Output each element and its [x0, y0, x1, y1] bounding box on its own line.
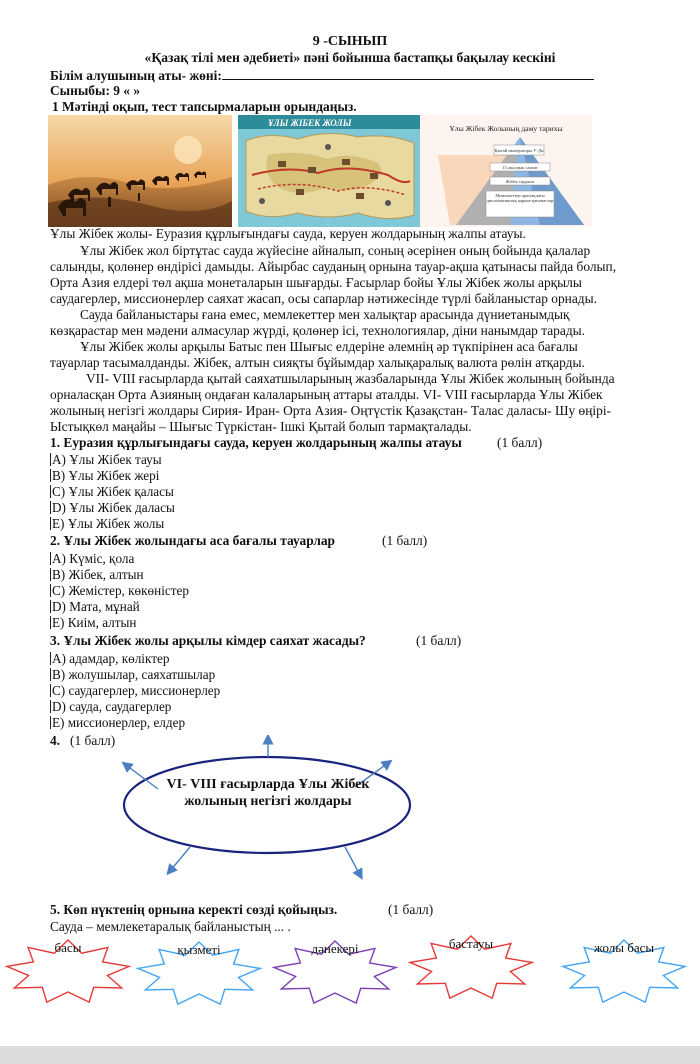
- answer-option[interactable]: А) Ұлы Жібек тауы: [52, 452, 162, 467]
- text-line: Ұлы Жібек жолы- Еуразия құрлығындағы сауда, керуен жолдарының жалпы атауы.: [50, 226, 526, 241]
- caravan-photo: [48, 115, 232, 227]
- text-line: көзқарастар мен мәдени алмасулар жүрді, қолөнер ісі, технологиялар, діни нанымдар тарады.: [50, 323, 585, 338]
- question-5-sentence: Сауда – мемлекетаралық байланыстың ... .: [50, 919, 291, 934]
- question-2-title: 2. Ұлы Жібек жолындағы аса бағалы тауарлар: [50, 533, 335, 548]
- student-name-row: [50, 67, 594, 84]
- question-5-title: 5. Көп нүктенің орнына керекті сөзді қойыңыз.: [50, 902, 338, 917]
- answer-option[interactable]: D) Ұлы Жібек даласы: [52, 500, 175, 515]
- question-3-title: 3. Ұлы Жібек жолы арқылы кімдер саяхат жасады?: [50, 633, 366, 648]
- cluster-diagram: [0, 735, 700, 885]
- answer-option[interactable]: С) саудагерлер, миссионерлер: [52, 683, 221, 698]
- cluster-center-line2: жолының негізгі жолдары: [184, 794, 352, 809]
- cluster-center-line1: VІ- VІІІ ғасырларда Ұлы Жібек: [166, 777, 370, 792]
- answer-option[interactable]: D) сауда, саудагерлер: [52, 699, 172, 714]
- class-label: Сыныбы: 9 « »: [50, 83, 141, 98]
- footer-strip: [0, 1046, 700, 1064]
- star-word[interactable]: басы: [54, 940, 82, 955]
- map-title: ҰЛЫ ЖІБЕК ЖОЛЫ: [268, 118, 352, 128]
- pyramid-level-3: Жібек саудасы: [505, 179, 535, 184]
- text-line: салынды, қолөнер өндірісі дамыды. Айырбас сауданың орнына тауар-ақша қатынасы пайда болып,: [50, 259, 617, 274]
- pyramid-level-2: 13 жылдық саяхат: [502, 165, 538, 170]
- pyramid-diagram: [420, 115, 592, 227]
- question-4-label: 4.: [50, 733, 61, 748]
- star-word[interactable]: дәнекері: [311, 941, 359, 956]
- answer-option[interactable]: Е) миссионерлер, елдер: [52, 715, 186, 730]
- grade-title: 9 -СЫНЫП: [312, 34, 388, 49]
- text-line: тауарлар тасымалданды. Жібек, алтын сияқты бұйымдар халықаралық валюта рөлін атқарды.: [50, 355, 585, 370]
- text-line: Ұлы Жібек жолы арқылы Батыс пен Шығыс елдеріне әлемнің әр түкпірінен аса бағалы: [80, 339, 578, 354]
- answer-option[interactable]: Е) Ұлы Жібек жолы: [52, 516, 165, 531]
- silk-road-map: [238, 115, 420, 227]
- star-word[interactable]: бастауы: [448, 936, 494, 951]
- answer-option[interactable]: С) Жемістер, көкөністер: [52, 583, 189, 598]
- answer-option[interactable]: С) Ұлы Жібек қаласы: [52, 484, 174, 499]
- text-line: жолының негізгі жолдары Сирия- Иран- Орта Азия- Оңтүстік Қазақстан- Талас даласы- Шу өңірі-: [50, 403, 611, 418]
- task1-instruction: 1 Мәтінді оқып, тест тапсырмаларын орындаңыз.: [52, 99, 357, 114]
- text-line: орналасқан Орта Азияның ондаған калаларының аттары аталды. VІ- VІІІ ғасырларда Ұлы Жібек: [50, 387, 603, 402]
- answer-option[interactable]: D) Мата, мұнай: [52, 599, 140, 614]
- question-3-points: (1 балл): [416, 633, 462, 648]
- answer-option[interactable]: Е) Киім, алтын: [52, 615, 137, 630]
- answer-option[interactable]: А) Күміс, қола: [52, 551, 135, 566]
- question-1-title: 1. Еуразия құрлығындағы сауда, керуен жолдарының жалпы атауы: [50, 435, 462, 450]
- answer-option[interactable]: А) адамдар, көліктер: [52, 651, 170, 666]
- cluster-arrow: [345, 847, 360, 875]
- answer-option[interactable]: В) Ұлы Жібек жері: [52, 468, 160, 483]
- question-1-points: (1 балл): [497, 435, 543, 450]
- answer-option[interactable]: В) Жібек, алтын: [52, 567, 144, 582]
- answer-option[interactable]: В) жолушылар, саяхатшылар: [52, 667, 216, 682]
- student-name-label: Білім алушының аты- жөні:: [50, 68, 222, 83]
- text-line: Ыстықкөл маңайы – Шығыс Түркістан- Ішкі Қытай болып тармақталады.: [50, 419, 472, 434]
- cluster-arrow: [170, 847, 190, 871]
- student-name-blank: [222, 67, 594, 80]
- pyramid-title: Ұлы Жібек Жолының даму тарихы: [449, 124, 563, 133]
- question-5-points: (1 балл): [388, 902, 434, 917]
- text-line: Орта Азия елдері төл ақша монеталарын шығарды. Ғасырлар бойы Ұлы Жібек жолы арқылы: [50, 275, 582, 290]
- text-line: саудагерлер, миссионерлер саяхат жасап, осы сапарлар нәтижесінде түрлі байланыстар орнады.: [50, 291, 597, 306]
- question-2-points: (1 балл): [382, 533, 428, 548]
- pyramid-level-1: Қытай императоры У-Ди: [494, 148, 544, 153]
- subject-title: «Қазақ тілі мен әдебиеті» пәні бойынша бастапқы бақылау кескіні: [144, 50, 556, 65]
- text-line: Ұлы Жібек жол біртұтас сауда жүйесіне айналып, соның әсерінен оның бойында қалалар: [80, 243, 591, 258]
- pyramid-level-4: Мемлекеттер арасындағы дипломатиялық қарым-қатынастар: [486, 193, 554, 203]
- star-word[interactable]: қызметі: [177, 942, 221, 957]
- word-stars: [0, 928, 700, 1010]
- star-word[interactable]: жолы басы: [593, 940, 655, 955]
- text-line: Сауда байланыстары ғана емес, мемлекеттер мен халықтар арасында дүниетанымдық: [80, 307, 570, 322]
- question-4-points: (1 балл): [70, 733, 116, 748]
- text-line: VІІ- VІІІ ғасырларда қытай саяхатшыларының жазбаларында Ұлы Жібек жолының бойында: [86, 371, 615, 386]
